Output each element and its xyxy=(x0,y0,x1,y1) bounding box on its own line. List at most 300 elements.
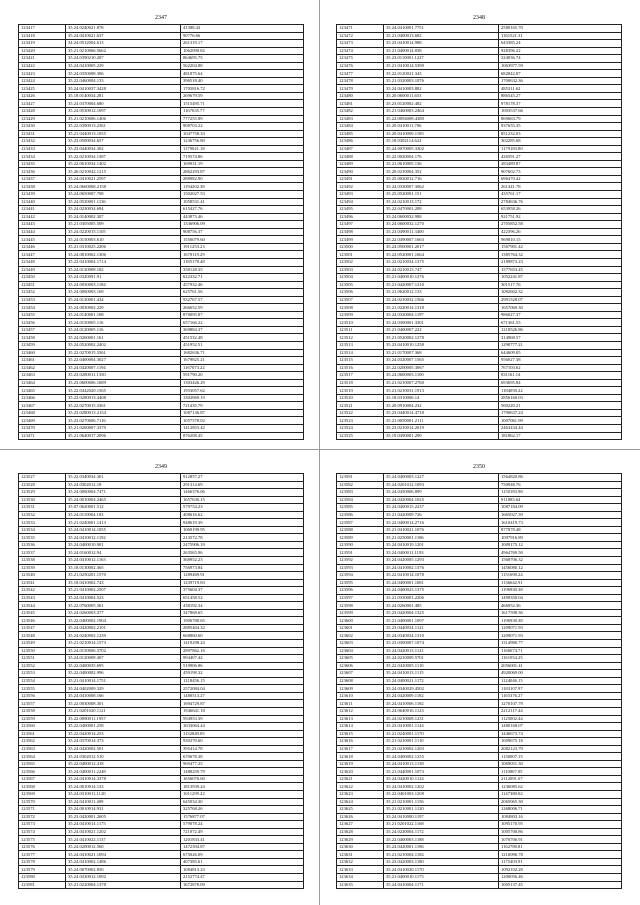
record-id-cell: 123481 xyxy=(337,100,384,108)
table-row xyxy=(337,108,622,116)
table-row xyxy=(337,228,622,236)
record-id-cell: 123633 xyxy=(337,866,384,874)
amount-cell: 1790637.24 xyxy=(499,409,622,417)
parcel-code-cell: 35.24.0260003.377 xyxy=(66,609,181,617)
record-id-cell: 123447 xyxy=(19,251,66,259)
table-row xyxy=(19,77,304,85)
parcel-code-cell: 35.24.0400011.2248 xyxy=(66,768,181,776)
parcel-code-cell: 35.24.0010014.133 xyxy=(66,783,181,791)
parcel-code-cell: 34.24.0512004.613 xyxy=(66,40,181,48)
parcel-code-cell: 35.22.0420005.1110 xyxy=(384,662,499,670)
amount-cell: 2475906.19 xyxy=(181,541,304,549)
table-row xyxy=(19,798,304,806)
parcel-code-cell: 35.24.0240002.1239 xyxy=(66,632,181,640)
amount-cell: 831161.14 xyxy=(499,372,622,380)
table-row xyxy=(337,670,622,678)
table-row xyxy=(19,198,304,206)
parcel-code-cell: 35.24.0260001.161 xyxy=(66,334,181,342)
parcel-code-cell: 35.21.0240001.1170 xyxy=(384,730,499,738)
record-id-cell: 123619 xyxy=(337,760,384,768)
table-row xyxy=(337,541,622,549)
record-id-cell: 123527 xyxy=(19,474,66,482)
records-table xyxy=(18,24,304,440)
table-row xyxy=(19,647,304,655)
table-row xyxy=(19,474,304,482)
table-row xyxy=(19,670,304,678)
amount-cell: 451532.48 xyxy=(181,334,304,342)
amount-cell: 263565.96 xyxy=(181,549,304,557)
parcel-code-cell: 35.24.0400001.1081 xyxy=(384,579,499,587)
parcel-code-cell: 35.21.0210007.2760 xyxy=(384,379,499,387)
amount-cell: 756973.84 xyxy=(181,564,304,572)
record-id-cell: 123603 xyxy=(337,640,384,648)
parcel-code-cell: 35.24.0400015.2237 xyxy=(384,504,499,512)
parcel-code-cell: 35.22.0410014.1078 xyxy=(384,572,499,580)
amount-cell: 1480168.07 xyxy=(499,723,622,731)
amount-cell: 426591.27 xyxy=(499,153,622,161)
table-row xyxy=(19,587,304,595)
parcel-code-cell: 35.18.0302114.622 xyxy=(384,138,499,146)
record-id-cell: 123436 xyxy=(19,168,66,176)
amount-cell: 1052241.87 xyxy=(499,274,622,282)
amount-cell: 2991528.07 xyxy=(499,296,622,304)
amount-cell: 1270107.79 xyxy=(499,700,622,708)
amount-cell: 1005137.45 xyxy=(499,881,622,889)
parcel-code-cell: 35.24.0390210.207 xyxy=(66,55,181,63)
table-row xyxy=(337,85,622,93)
parcel-code-cell: 35.24.0030002.229 xyxy=(66,304,181,312)
record-id-cell: 123449 xyxy=(19,266,66,274)
parcel-code-cell: 35.21.0210001.1110 xyxy=(384,738,499,746)
table-row xyxy=(337,624,622,632)
parcel-code-cell: 35.21.0400001.1097 xyxy=(384,617,499,625)
amount-cell: 396518.40 xyxy=(181,77,304,85)
record-id-cell: 123503 xyxy=(337,266,384,274)
record-id-cell: 123630 xyxy=(337,843,384,851)
parcel-code-cell: 35.24.0320007.1565 xyxy=(384,357,499,365)
parcel-code-cell: 35.24.0410012.1163 xyxy=(66,557,181,565)
record-id-cell: 123460 xyxy=(19,349,66,357)
parcel-code-cell: 35.22.0270015.3361 xyxy=(66,402,181,410)
parcel-code-cell: 35.24.0140002.307 xyxy=(66,213,181,221)
parcel-code-cell: 35.21.0210031.1913 xyxy=(384,387,499,395)
parcel-code-cell: 35.21.0250201.1570 xyxy=(66,572,181,580)
amount-cell: 1151690.24 xyxy=(499,572,622,580)
table-row xyxy=(19,417,304,425)
table-row xyxy=(19,504,304,512)
parcel-code-cell: 35.24.0070002.850 xyxy=(66,866,181,874)
parcel-code-cell: 35.23.0420001.2605 xyxy=(66,813,181,821)
record-id-cell: 123437 xyxy=(19,175,66,183)
record-id-cell: 123520 xyxy=(337,394,384,402)
record-id-cell: 123492 xyxy=(337,183,384,191)
parcel-code-cell: 35.21.0320003.1076 xyxy=(384,77,499,85)
record-id-cell: 123419 xyxy=(19,40,66,48)
parcel-code-cell: 35.21.0250001.1186 xyxy=(384,534,499,542)
table-row xyxy=(19,387,304,395)
amount-cell: 969810.15 xyxy=(499,236,622,244)
table-row xyxy=(337,579,622,587)
record-id-cell: 123585 xyxy=(337,504,384,512)
table-row xyxy=(337,349,622,357)
table-row xyxy=(19,191,304,199)
amount-cell: 2189873.23 xyxy=(499,258,622,266)
parcel-code-cell: 35.24.0010014.931 xyxy=(66,806,181,814)
table-row xyxy=(19,753,304,761)
amount-cell: 291314.69 xyxy=(181,481,304,489)
record-id-cell: 123518 xyxy=(337,379,384,387)
parcel-code-cell: 35.21.0640017.2096 xyxy=(66,432,181,440)
record-id-cell: 123620 xyxy=(337,768,384,776)
record-id-cell: 123493 xyxy=(337,191,384,199)
record-id-cell: 123470 xyxy=(19,424,66,432)
parcel-code-cell: 35.24.0410002.1486 xyxy=(66,858,181,866)
table-row xyxy=(337,534,622,542)
record-id-cell: 123543 xyxy=(19,594,66,602)
parcel-code-cell: 35.18.0410002.743 xyxy=(66,579,181,587)
amount-cell: 668860.60 xyxy=(181,632,304,640)
parcel-code-cell: 35.24.0640016.1123 xyxy=(384,707,499,715)
parcel-code-cell: 35.24.0600003.1100 xyxy=(384,372,499,380)
table-row xyxy=(19,768,304,776)
amount-cell: 1165376.27 xyxy=(499,692,622,700)
table-row xyxy=(19,32,304,40)
record-id-cell: 123459 xyxy=(19,341,66,349)
record-id-cell: 123468 xyxy=(19,409,66,417)
table-row xyxy=(337,798,622,806)
amount-cell: 1183107.97 xyxy=(499,685,622,693)
parcel-code-cell: 35.24.0120005.116 xyxy=(66,326,181,334)
table-row xyxy=(337,100,622,108)
record-id-cell: 123517 xyxy=(337,372,384,380)
record-id-cell: 123570 xyxy=(19,798,66,806)
table-row xyxy=(19,858,304,866)
table-row xyxy=(19,153,304,161)
page-number: 2350 xyxy=(473,464,485,470)
parcel-code-cell: 35.24.0400021.1172 xyxy=(384,677,499,685)
record-id-cell: 123587 xyxy=(337,519,384,527)
parcel-code-cell: 35.24.0160012.94 xyxy=(66,549,181,557)
parcel-code-cell: 35.22.0400002.996 xyxy=(66,670,181,678)
record-id-cell: 123581 xyxy=(337,474,384,482)
record-id-cell: 123525 xyxy=(337,432,384,440)
amount-cell: 1175403.91 xyxy=(499,858,622,866)
table-row xyxy=(337,40,622,48)
table-row xyxy=(337,409,622,417)
table-row xyxy=(19,806,304,814)
amount-cell: 181862.17 xyxy=(499,432,622,440)
record-id-cell: 123547 xyxy=(19,624,66,632)
amount-cell: 314968.57 xyxy=(499,334,622,342)
table-row xyxy=(19,251,304,259)
table-row xyxy=(19,266,304,274)
parcel-code-cell: 35.24.0410014.1055 xyxy=(66,526,181,534)
table-row xyxy=(19,609,304,617)
parcel-code-cell: 35.22.0210034.1375 xyxy=(384,258,499,266)
record-id-cell: 123571 xyxy=(19,806,66,814)
record-id-cell: 123435 xyxy=(19,160,66,168)
record-id-cell: 123430 xyxy=(19,123,66,131)
record-id-cell: 123577 xyxy=(19,851,66,859)
amount-cell: 930270.60 xyxy=(181,738,304,746)
record-id-cell: 123514 xyxy=(337,349,384,357)
amount-cell: 261341.78 xyxy=(499,183,622,191)
record-id-cell: 123444 xyxy=(19,228,66,236)
table-row xyxy=(19,47,304,55)
amount-cell: 1617598.36 xyxy=(499,609,622,617)
parcel-code-cell: 35.23.0410014.988 xyxy=(384,40,499,48)
record-id-cell: 123604 xyxy=(337,647,384,655)
parcel-code-cell: 35.22.0460004.133 xyxy=(66,77,181,85)
amount-cell: 1087136.87 xyxy=(181,409,304,417)
parcel-code-cell: 35.24.0410021.2597 xyxy=(66,175,181,183)
table-row xyxy=(19,790,304,798)
amount-cell: 4964769.50 xyxy=(499,549,622,557)
amount-cell: 643385.24 xyxy=(499,40,622,48)
amount-cell: 288982.90 xyxy=(181,175,304,183)
parcel-code-cell: 35.24.0410004.523 xyxy=(66,594,181,602)
amount-cell: 2572084.04 xyxy=(181,685,304,693)
table-row xyxy=(19,206,304,214)
amount-cell: 1303426.29 xyxy=(181,379,304,387)
record-id-cell: 123499 xyxy=(337,236,384,244)
table-row xyxy=(19,123,304,131)
record-id-cell: 123432 xyxy=(19,138,66,146)
parcel-code-cell: 35.24.0420002.501 xyxy=(66,745,181,753)
amount-cell: 1095170.95 xyxy=(499,821,622,829)
table-row xyxy=(19,700,304,708)
record-id-cell: 123522 xyxy=(337,409,384,417)
table-row xyxy=(337,813,622,821)
parcel-code-cell: 35.24.0260001.485 xyxy=(384,602,499,610)
parcel-code-cell: 35.21.0610005.136 xyxy=(384,160,499,168)
record-id-cell: 123544 xyxy=(19,602,66,610)
record-id-cell: 123469 xyxy=(19,417,66,425)
amount-cell: 2897862.16 xyxy=(181,647,304,655)
table-row xyxy=(337,145,622,153)
parcel-code-cell: 35.23.0600006.1689 xyxy=(66,379,181,387)
amount-cell: 1657630.15 xyxy=(181,496,304,504)
parcel-code-cell: 35.24.0410004.1171 xyxy=(384,881,499,889)
parcel-code-cell: 35.21.0201022.1168 xyxy=(384,821,499,829)
parcel-code-cell: 35.24.0420001.1186 xyxy=(384,843,499,851)
record-id-cell: 123600 xyxy=(337,617,384,625)
record-id-cell: 123496 xyxy=(337,213,384,221)
table-row xyxy=(19,145,304,153)
parcel-code-cell: 35.25.0520001.151 xyxy=(384,191,499,199)
record-id-cell: 123611 xyxy=(337,700,384,708)
table-row xyxy=(337,402,622,410)
record-id-cell: 123549 xyxy=(19,640,66,648)
table-row xyxy=(337,723,622,731)
record-id-cell: 123532 xyxy=(19,511,66,519)
record-id-cell: 123601 xyxy=(337,624,384,632)
amount-cell: 1003537.66 xyxy=(499,108,622,116)
record-id-cell: 123609 xyxy=(337,685,384,693)
amount-cell: 682842.87 xyxy=(499,70,622,78)
parcel-code-cell: 35.24.0402009.329 xyxy=(66,685,181,693)
parcel-code-cell: 35.24.0650007.708 xyxy=(66,191,181,199)
record-id-cell: 123442 xyxy=(19,213,66,221)
parcel-code-cell: 35.24.0450006.899 xyxy=(384,489,499,497)
amount-cell: 1058531.41 xyxy=(181,198,304,206)
parcel-code-cell: 35.21.0050001.2111 xyxy=(384,417,499,425)
amount-cell: 908756.37 xyxy=(181,228,304,236)
parcel-code-cell: 35.21.0400010.1276 xyxy=(384,274,499,282)
parcel-code-cell: 35.22.0400014.2716 xyxy=(384,519,499,527)
amount-cell: 1011299.22 xyxy=(181,790,304,798)
amount-cell: 864695.75 xyxy=(181,55,304,63)
amount-cell: 324036.74 xyxy=(499,55,622,63)
record-id-cell: 123439 xyxy=(19,191,66,199)
table-row xyxy=(19,783,304,791)
table-row xyxy=(337,424,622,432)
record-id-cell: 123595 xyxy=(337,579,384,587)
parcel-code-cell: 35.24.0120001.434 xyxy=(66,296,181,304)
table-row xyxy=(337,326,622,334)
table-row xyxy=(337,115,622,123)
amount-cell: 948619.39 xyxy=(181,519,304,527)
table-row xyxy=(337,640,622,648)
records-table xyxy=(336,473,622,889)
record-id-cell: 123467 xyxy=(19,402,66,410)
parcel-code-cell: 35.23.0490011.3400 xyxy=(384,228,499,236)
record-id-cell: 123606 xyxy=(337,662,384,670)
parcel-code-cell: 35.23.0500034.657 xyxy=(66,138,181,146)
table-row xyxy=(19,775,304,783)
table-row xyxy=(337,806,622,814)
table-row xyxy=(337,123,622,131)
table-row xyxy=(19,821,304,829)
amount-cell: 594953.39 xyxy=(181,715,304,723)
table-row xyxy=(19,364,304,372)
record-id-cell: 123483 xyxy=(337,115,384,123)
parcel-code-cell: 35.24.0410005.229 xyxy=(66,62,181,70)
table-row xyxy=(19,655,304,663)
record-id-cell: 123586 xyxy=(337,511,384,519)
parcel-code-cell: 35.24.0370004.680 xyxy=(66,100,181,108)
record-id-cell: 123614 xyxy=(337,723,384,731)
table-row xyxy=(337,745,622,753)
amount-cell: 269679.59 xyxy=(181,92,304,100)
parcel-code-cell: 35.24.0410014.3378 xyxy=(66,775,181,783)
table-row xyxy=(19,511,304,519)
record-id-cell: 123631 xyxy=(337,851,384,859)
amount-cell: 719574.86 xyxy=(181,153,304,161)
record-id-cell: 123569 xyxy=(19,790,66,798)
table-row xyxy=(337,496,622,504)
amount-cell: 443873.46 xyxy=(181,213,304,221)
table-row xyxy=(19,372,304,380)
page-panel-2348 xyxy=(336,14,622,440)
amount-cell: 1161054.25 xyxy=(499,655,622,663)
amount-cell: 1302869.19 xyxy=(181,394,304,402)
table-row xyxy=(19,843,304,851)
table-row xyxy=(19,326,304,334)
table-row xyxy=(19,541,304,549)
record-id-cell: 123445 xyxy=(19,236,66,244)
record-id-cell: 123423 xyxy=(19,70,66,78)
record-id-cell: 123500 xyxy=(337,243,384,251)
table-row xyxy=(19,640,304,648)
parcel-code-cell: 35.21.0210001.1156 xyxy=(384,798,499,806)
record-id-cell: 123516 xyxy=(337,364,384,372)
table-row xyxy=(337,700,622,708)
table-row xyxy=(337,296,622,304)
amount-cell: 2112091.07 xyxy=(499,775,622,783)
table-row xyxy=(337,311,622,319)
table-row xyxy=(337,55,622,63)
parcel-code-cell: 35.23.0210002.1203 xyxy=(384,745,499,753)
record-id-cell: 123479 xyxy=(337,85,384,93)
parcel-code-cell: 35.24.0220004.1172 xyxy=(384,828,499,836)
amount-cell: 1092102.28 xyxy=(499,866,622,874)
amount-cell: 1209071.93 xyxy=(499,624,622,632)
record-id-cell: 123566 xyxy=(19,768,66,776)
page-number: 2348 xyxy=(473,15,485,21)
table-row xyxy=(337,175,622,183)
parcel-code-cell: 35.24.0300001.3301 xyxy=(384,319,499,327)
table-row xyxy=(337,481,622,489)
table-row xyxy=(337,191,622,199)
amount-cell: 1161521.31 xyxy=(499,32,622,40)
amount-cell: 1298777.21 xyxy=(499,341,622,349)
record-id-cell: 123502 xyxy=(337,258,384,266)
record-id-cell: 123465 xyxy=(19,387,66,395)
table-row xyxy=(337,251,622,259)
record-id-cell: 123515 xyxy=(337,357,384,365)
amount-cell: 4920069.00 xyxy=(499,670,622,678)
record-id-cell: 123510 xyxy=(337,319,384,327)
record-id-cell: 123417 xyxy=(19,25,66,33)
table-row xyxy=(19,489,304,497)
record-id-cell: 123422 xyxy=(19,62,66,70)
record-id-cell: 123478 xyxy=(337,77,384,85)
table-row xyxy=(19,357,304,365)
record-id-cell: 123476 xyxy=(337,62,384,70)
parcel-code-cell: 35.21.0400014.838 xyxy=(384,47,499,55)
amount-cell: 1009675.18 xyxy=(499,738,622,746)
record-id-cell: 123605 xyxy=(337,655,384,663)
table-row xyxy=(19,432,304,440)
record-id-cell: 123429 xyxy=(19,115,66,123)
record-id-cell: 123617 xyxy=(337,745,384,753)
amount-cell: 2065065.30 xyxy=(499,798,622,806)
table-row xyxy=(337,549,622,557)
amount-cell: 261319.17 xyxy=(181,40,304,48)
amount-cell: 1498350.04 xyxy=(499,594,622,602)
parcel-code-cell: 35.22.0400004.3027 xyxy=(66,357,181,365)
record-id-cell: 123598 xyxy=(337,602,384,610)
record-id-cell: 123424 xyxy=(19,77,66,85)
parcel-code-cell: 35.21.0310025.2206 xyxy=(66,243,181,251)
record-id-cell: 123559 xyxy=(19,715,66,723)
amount-cell: 1472394.87 xyxy=(181,843,304,851)
amount-cell: 907602.73 xyxy=(499,168,622,176)
table-row xyxy=(337,432,622,440)
parcel-code-cell: 35.24.0150006.3702 xyxy=(66,647,181,655)
amount-cell: 1488259.79 xyxy=(181,768,304,776)
table-row xyxy=(19,519,304,527)
record-id-cell: 123524 xyxy=(337,424,384,432)
table-row xyxy=(337,168,622,176)
table-row xyxy=(19,677,304,685)
table-row xyxy=(337,519,622,527)
table-row xyxy=(337,62,622,70)
amount-cell: 767103.62 xyxy=(499,364,622,372)
record-id-cell: 123485 xyxy=(337,130,384,138)
amount-cell: 675026.09 xyxy=(181,851,304,859)
